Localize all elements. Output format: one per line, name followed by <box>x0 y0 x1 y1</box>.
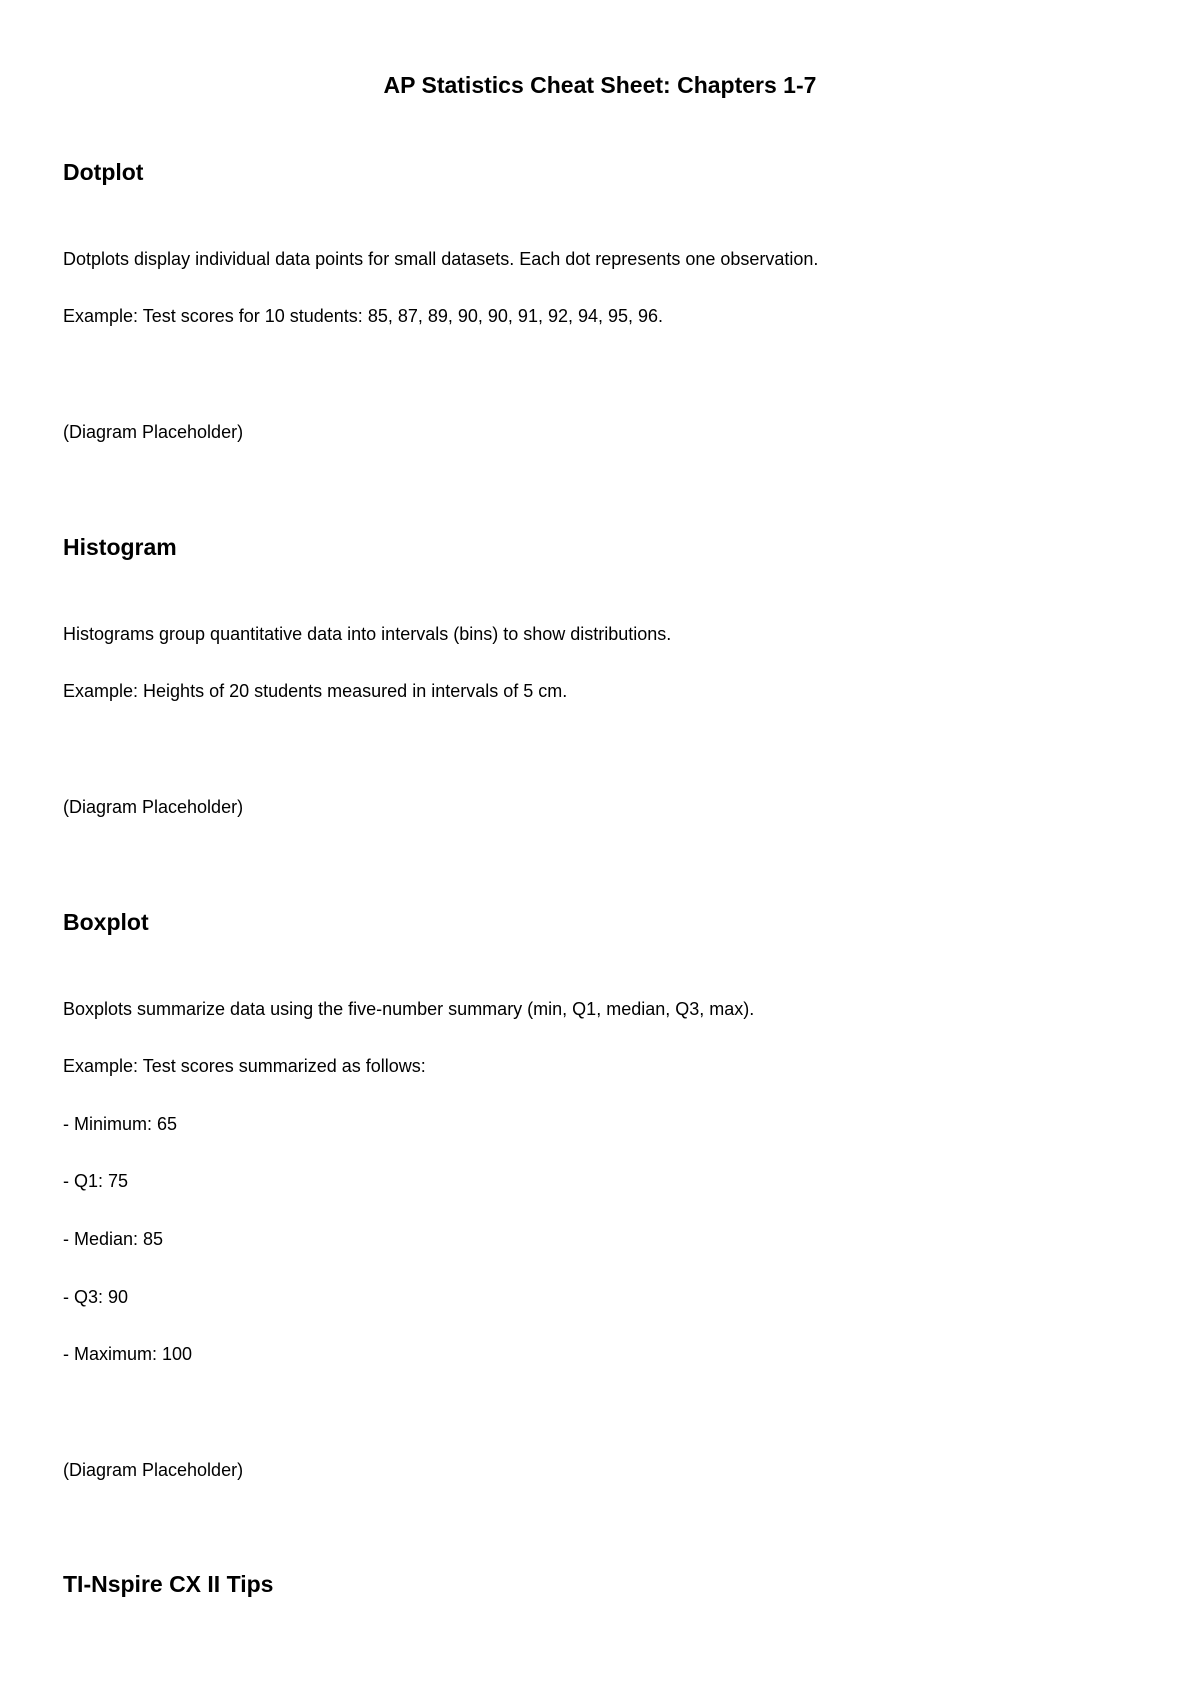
histogram-description: Histograms group quantitative data into intervals (bins) to show distributions. <box>63 624 672 644</box>
section-heading-dotplot: Dotplot <box>63 159 144 185</box>
boxplot-description: Boxplots summarize data using the five-number summary (min, Q1, median, Q3, max). <box>63 999 755 1019</box>
dotplot-diagram-placeholder: (Diagram Placeholder) <box>63 422 244 442</box>
list-item-median: - Median: 85 <box>63 1229 164 1249</box>
histogram-diagram-placeholder: (Diagram Placeholder) <box>63 797 244 817</box>
dotplot-example: Example: Test scores for 10 students: 85, 87, 89, 90, 90, 91, 92, 94, 95, 96. <box>63 306 664 326</box>
list-item-q1: - Q1: 75 <box>63 1171 129 1191</box>
histogram-example: Example: Heights of 20 students measured in intervals of 5 cm. <box>63 681 568 701</box>
section-heading-ti-nspire-tips: TI-Nspire CX II Tips <box>63 1571 274 1597</box>
list-item-maximum: - Maximum: 100 <box>63 1344 193 1364</box>
dotplot-description: Dotplots display individual data points for small datasets. Each dot represents one observation. <box>63 249 819 269</box>
document-title: AP Statistics Cheat Sheet: Chapters 1-7 <box>383 72 817 98</box>
boxplot-example: Example: Test scores summarized as follows: <box>63 1056 426 1076</box>
list-item-minimum: - Minimum: 65 <box>63 1114 178 1134</box>
list-item-q3: - Q3: 90 <box>63 1287 129 1307</box>
section-heading-boxplot: Boxplot <box>63 909 149 935</box>
section-heading-histogram: Histogram <box>63 534 177 560</box>
boxplot-diagram-placeholder: (Diagram Placeholder) <box>63 1460 244 1480</box>
